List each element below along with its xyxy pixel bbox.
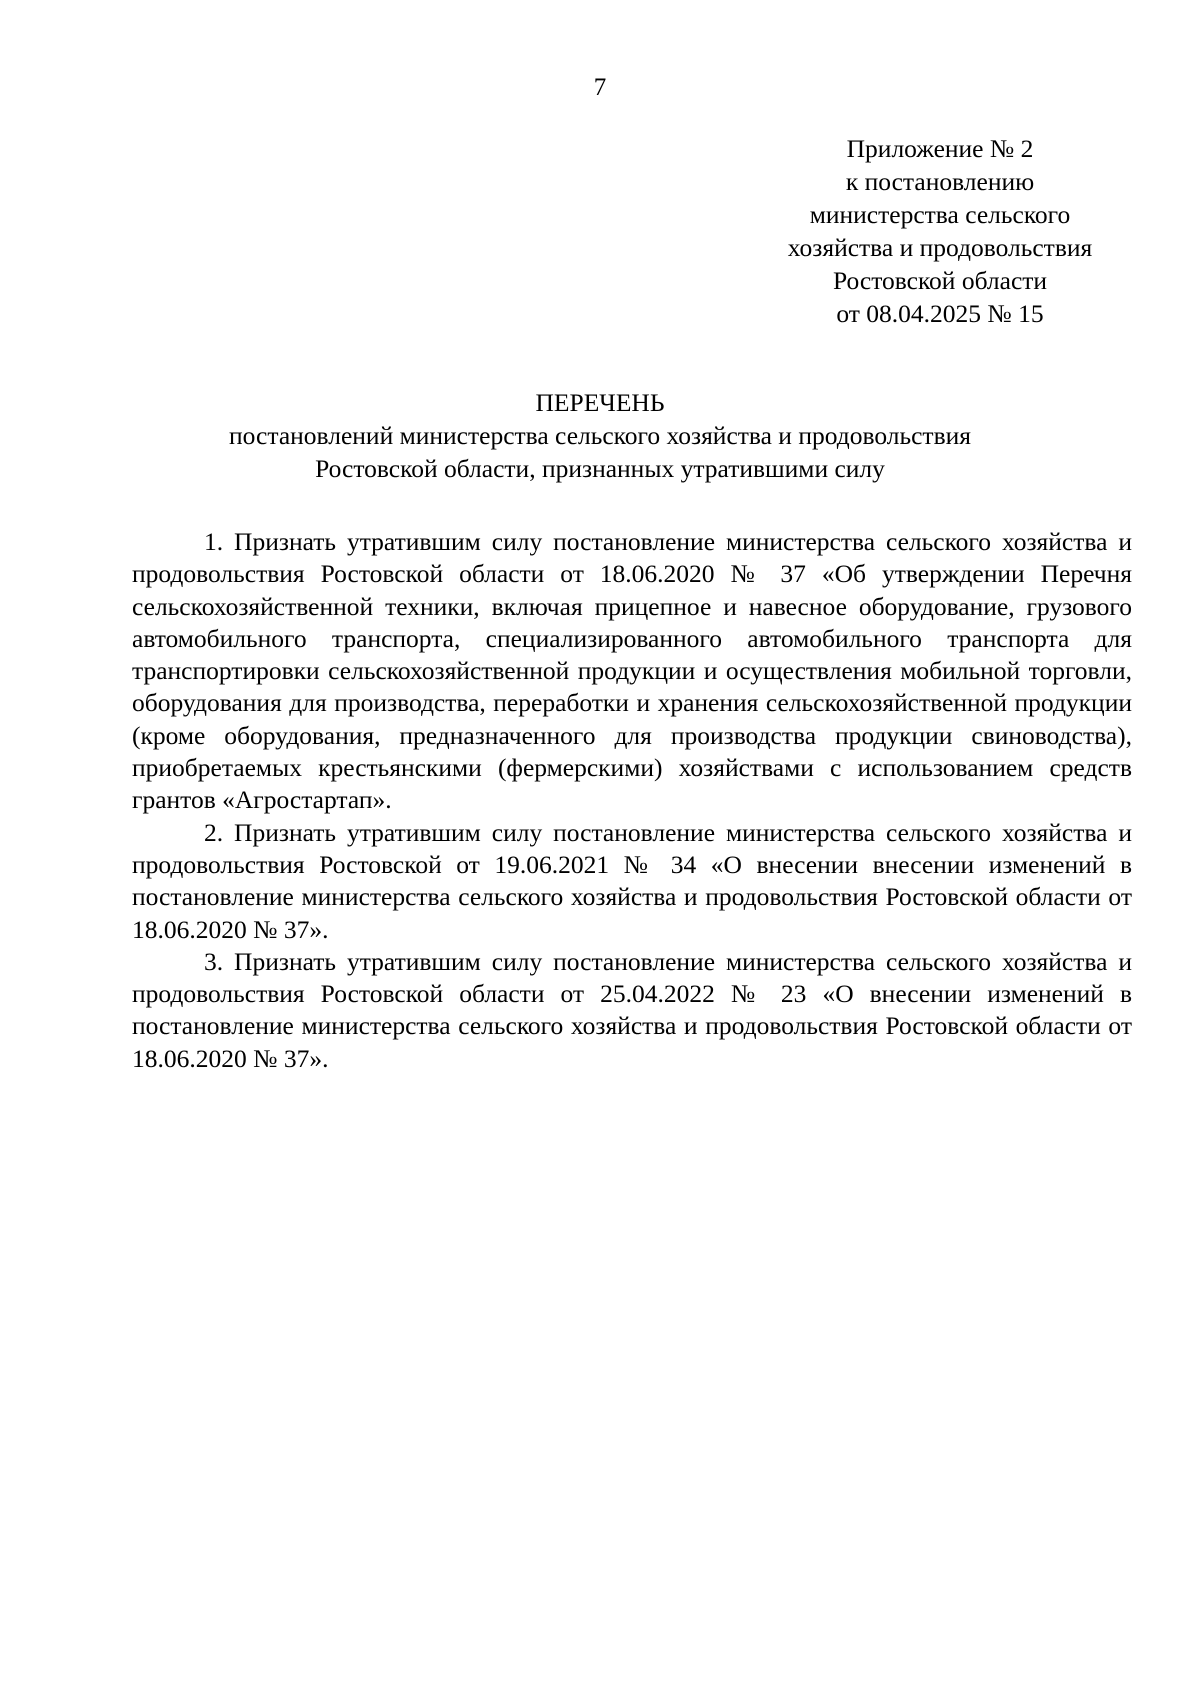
- title-heading: ПЕРЕЧЕНЬ: [535, 388, 665, 417]
- appendix-header: [740, 132, 1140, 330]
- appendix-line: министерства сельского: [809, 200, 1071, 229]
- list-item: 3. Признать утратившим силу постановление министерства сельского хозяйства и продовольствия Ростовской области от 25.04.2022 № 23 «О внесении изменений в постановление министерства сельского хозяйства и продовольствия Ростовской области от 18.06.2020 № 37».: [132, 946, 1132, 1073]
- appendix-line: Ростовской области: [832, 266, 1048, 295]
- title-subtitle-line: Ростовской области, признанных утратившими силу: [315, 454, 885, 483]
- list-item: 2. Признать утратившим силу постановление министерства сельского хозяйства и продовольствия Ростовской от 19.06.2021 № 34 «О внесении внесении изменений в постановление министерства сельского хозяйства и продовольствия Ростовской области от 18.06.2020 № 37».: [132, 817, 1132, 944]
- page-number: 7: [593, 74, 607, 101]
- document-title: [120, 386, 1080, 485]
- appendix-line: от 08.04.2025 № 15: [836, 299, 1044, 328]
- title-subtitle-line: постановлений министерства сельского хозяйства и продовольствия: [229, 421, 971, 450]
- appendix-line: к постановлению: [845, 167, 1035, 196]
- document-body: [132, 526, 1132, 1075]
- appendix-line: хозяйства и продовольствия: [787, 233, 1093, 262]
- appendix-line: Приложение № 2: [846, 134, 1034, 163]
- list-item: 1. Признать утратившим силу постановление министерства сельского хозяйства и продовольствия Ростовской области от 18.06.2020 № 37 «Об утверждении Перечня сельскохозяйственной техники, включая прицепное и навесное оборудование, грузового автомобильного транспорта, специализированного автомобильного транспорта для транспортировки сельскохозяйственной продукции и осуществления мобильной торговли, оборудования для производства, переработки и хранения сельскохозяйственной продукции (кроме оборудования, предназначенного для производства продукции свиноводства), приобретаемых крестьянскими (фермерскими) хозяйствами с использованием средств грантов «Агростартап».: [132, 527, 1132, 815]
